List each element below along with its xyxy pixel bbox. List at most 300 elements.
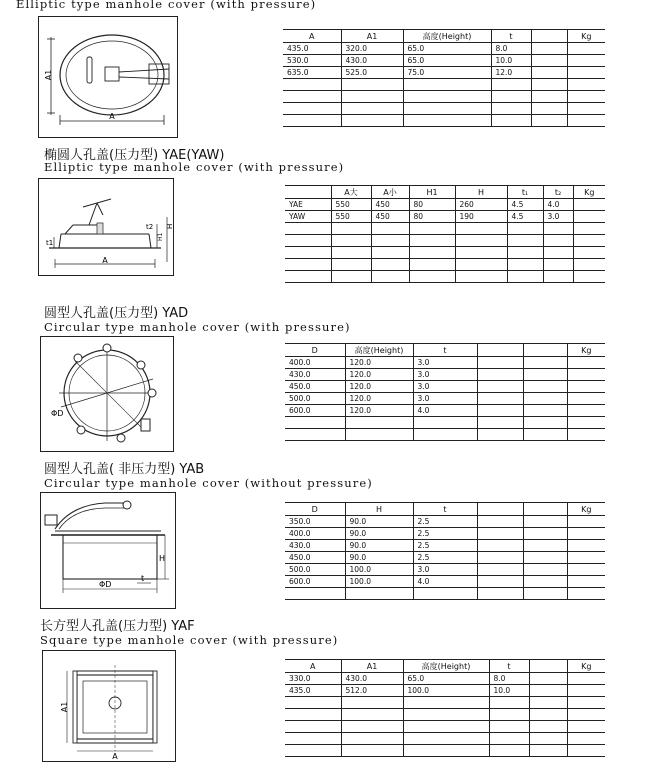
- table-cell: [523, 357, 567, 369]
- table-cell: [489, 709, 529, 721]
- section-1-table: [285, 185, 605, 283]
- table-cell: [285, 745, 341, 757]
- table-cell: 525.0: [341, 67, 403, 79]
- section-1-label-a: A: [102, 256, 108, 265]
- table-cell: [371, 271, 409, 283]
- table-cell: [529, 721, 567, 733]
- table-cell: [531, 115, 567, 127]
- table-cell: 500.0: [285, 564, 345, 576]
- table-cell: [331, 259, 371, 271]
- section-0-table: [283, 29, 605, 127]
- table-cell: [285, 247, 331, 259]
- table-cell: 3.0: [413, 564, 477, 576]
- table-cell: 90.0: [345, 528, 413, 540]
- table-cell: [285, 588, 345, 600]
- table-cell: [567, 381, 605, 393]
- table-cell: [489, 697, 529, 709]
- table-cell: 450.0: [285, 381, 345, 393]
- table-cell: [567, 429, 605, 441]
- table-cell: [371, 259, 409, 271]
- table-cell: [455, 223, 507, 235]
- table-header-cell: A小: [371, 186, 409, 199]
- table-cell: [567, 417, 605, 429]
- table-header-cell: 高度(Height): [403, 660, 489, 673]
- table-cell: [567, 564, 605, 576]
- table-cell: [413, 429, 477, 441]
- table-cell: [409, 223, 455, 235]
- table-cell: [567, 528, 605, 540]
- table-cell: [489, 733, 529, 745]
- table-cell: 120.0: [345, 369, 413, 381]
- table-cell: 4.0: [543, 199, 573, 211]
- table-cell: [523, 381, 567, 393]
- table-cell: [523, 540, 567, 552]
- table-row: [285, 588, 605, 600]
- table-cell: 100.0: [345, 564, 413, 576]
- table-cell: 435.0: [283, 43, 341, 55]
- table-cell: 600.0: [285, 576, 345, 588]
- table-cell: [285, 697, 341, 709]
- table-row: [285, 271, 605, 283]
- table-cell: 8.0: [489, 673, 529, 685]
- table-cell: [331, 235, 371, 247]
- table-row: [285, 733, 605, 745]
- table-cell: 4.5: [507, 211, 543, 223]
- table-cell: 512.0: [341, 685, 403, 697]
- table-cell: [341, 733, 403, 745]
- table-cell: [285, 235, 331, 247]
- section-1-label-t2: t2: [146, 223, 154, 231]
- table-cell: [573, 235, 605, 247]
- section-0-diagram: [38, 16, 178, 138]
- section-1-label-h1: H1: [157, 232, 164, 241]
- table-cell: [567, 43, 605, 55]
- table-cell: [345, 417, 413, 429]
- table-cell: 430.0: [285, 540, 345, 552]
- table-cell: [371, 247, 409, 259]
- table-row: [285, 211, 605, 223]
- table-header-row: [285, 186, 605, 199]
- table-row: [285, 381, 605, 393]
- table-cell: 330.0: [285, 673, 341, 685]
- table-row: [285, 223, 605, 235]
- table-cell: [567, 733, 605, 745]
- table-cell: 320.0: [341, 43, 403, 55]
- table-cell: [455, 235, 507, 247]
- table-cell: [341, 115, 403, 127]
- table-header-cell: Kg: [567, 503, 605, 516]
- table-cell: [567, 79, 605, 91]
- table-cell: [409, 247, 455, 259]
- table-header-row: [283, 30, 605, 43]
- table-header-cell: Kg: [573, 186, 605, 199]
- table-row: [285, 697, 605, 709]
- table-cell: [341, 709, 403, 721]
- table-row: [285, 417, 605, 429]
- table-cell: 120.0: [345, 357, 413, 369]
- table-cell: 100.0: [345, 576, 413, 588]
- section-4-label-a: A: [112, 752, 118, 761]
- table-cell: [477, 369, 523, 381]
- table-cell: [531, 79, 567, 91]
- table-cell: [403, 91, 491, 103]
- table-cell: [567, 721, 605, 733]
- table-row: [283, 115, 605, 127]
- table-cell: 260: [455, 199, 507, 211]
- table-header-cell: t: [413, 344, 477, 357]
- section-2-table: [285, 343, 605, 441]
- table-cell: [285, 709, 341, 721]
- table-cell: [507, 247, 543, 259]
- table-cell: [491, 91, 531, 103]
- table-header-cell: t: [491, 30, 531, 43]
- table-cell: [477, 576, 523, 588]
- section-0-label-a1: A1: [44, 69, 53, 81]
- table-cell: 450.0: [285, 552, 345, 564]
- table-cell: [567, 516, 605, 528]
- table-cell: [489, 721, 529, 733]
- table-row: [285, 685, 605, 697]
- table-cell: [529, 697, 567, 709]
- table-cell: [531, 91, 567, 103]
- table-cell: 8.0: [491, 43, 531, 55]
- table-cell: 80: [409, 199, 455, 211]
- table-header-cell: t: [413, 503, 477, 516]
- table-cell: [285, 417, 345, 429]
- table-header-cell: [477, 503, 523, 516]
- section-3-diagram: [40, 492, 176, 609]
- table-header-cell: 高度(Height): [403, 30, 491, 43]
- table-cell: [413, 417, 477, 429]
- table-cell: 10.0: [491, 55, 531, 67]
- table-row: [285, 576, 605, 588]
- table-cell: 75.0: [403, 67, 491, 79]
- table-cell: [573, 211, 605, 223]
- section-2-label-diameter: ΦD: [51, 409, 64, 418]
- table-cell: [567, 697, 605, 709]
- table-cell: [409, 259, 455, 271]
- table-cell: [523, 516, 567, 528]
- table-row: [283, 79, 605, 91]
- table-cell: [341, 103, 403, 115]
- table-row: [285, 564, 605, 576]
- table-cell: 3.0: [413, 357, 477, 369]
- table-cell: [341, 721, 403, 733]
- table-cell: [455, 247, 507, 259]
- table-header-cell: H: [455, 186, 507, 199]
- table-cell: [403, 115, 491, 127]
- table-cell: [523, 528, 567, 540]
- section-3-label-h: H: [159, 554, 166, 563]
- table-header-cell: H1: [409, 186, 455, 199]
- table-header-cell: t: [489, 660, 529, 673]
- table-cell: 10.0: [489, 685, 529, 697]
- table-cell: [477, 588, 523, 600]
- table-header-cell: Kg: [567, 660, 605, 673]
- table-row: [285, 357, 605, 369]
- table-cell: [523, 405, 567, 417]
- table-cell: [531, 103, 567, 115]
- table-row: [285, 673, 605, 685]
- table-cell: [567, 709, 605, 721]
- table-row: [285, 405, 605, 417]
- table-cell: [573, 259, 605, 271]
- table-header-cell: 高度(Height): [345, 344, 413, 357]
- table-cell: [531, 67, 567, 79]
- table-header-cell: [531, 30, 567, 43]
- table-header-cell: [477, 344, 523, 357]
- table-cell: [477, 540, 523, 552]
- table-cell: [285, 429, 345, 441]
- table-cell: [567, 405, 605, 417]
- table-cell: [403, 721, 489, 733]
- table-header-cell: Kg: [567, 30, 605, 43]
- table-cell: 3.0: [413, 393, 477, 405]
- table-row: [285, 528, 605, 540]
- section-4-table: [285, 659, 605, 757]
- table-row: [285, 199, 605, 211]
- table-header-cell: [523, 503, 567, 516]
- table-cell: YAW: [285, 211, 331, 223]
- table-cell: 80: [409, 211, 455, 223]
- table-cell: 65.0: [403, 673, 489, 685]
- table-cell: 65.0: [403, 43, 491, 55]
- table-cell: 550: [331, 199, 371, 211]
- table-cell: [409, 271, 455, 283]
- table-row: [283, 103, 605, 115]
- table-header-cell: [529, 660, 567, 673]
- table-cell: [477, 417, 523, 429]
- table-cell: [567, 576, 605, 588]
- table-cell: [285, 271, 331, 283]
- table-cell: [567, 393, 605, 405]
- table-cell: [567, 103, 605, 115]
- table-cell: [543, 247, 573, 259]
- table-cell: [409, 235, 455, 247]
- table-cell: [529, 709, 567, 721]
- table-cell: [531, 55, 567, 67]
- table-cell: 4.5: [507, 199, 543, 211]
- table-header-cell: H: [345, 503, 413, 516]
- table-cell: [455, 259, 507, 271]
- table-cell: 4.0: [413, 576, 477, 588]
- table-cell: [477, 528, 523, 540]
- table-cell: [573, 223, 605, 235]
- table-cell: [523, 369, 567, 381]
- table-row: [285, 540, 605, 552]
- section-1-subtitle: Elliptic type manhole cover (with pressure): [44, 160, 345, 174]
- table-cell: [529, 685, 567, 697]
- table-cell: [477, 381, 523, 393]
- table-cell: [573, 271, 605, 283]
- table-cell: [529, 733, 567, 745]
- table-cell: [331, 223, 371, 235]
- section-4-title: 长方型人孔盖(压力型) YAF: [40, 619, 195, 634]
- table-cell: [403, 709, 489, 721]
- table-row: [285, 393, 605, 405]
- table-cell: [455, 271, 507, 283]
- table-row: [283, 91, 605, 103]
- table-cell: [523, 564, 567, 576]
- table-cell: [477, 393, 523, 405]
- table-cell: [567, 588, 605, 600]
- table-cell: [341, 79, 403, 91]
- table-cell: [573, 247, 605, 259]
- table-cell: [567, 91, 605, 103]
- table-cell: [507, 259, 543, 271]
- table-cell: 120.0: [345, 381, 413, 393]
- section-3-title: 圆型人孔盖( 非压力型) YAB: [44, 462, 205, 477]
- table-cell: [507, 223, 543, 235]
- table-cell: 450: [371, 211, 409, 223]
- section-0-label-a: A: [109, 112, 115, 121]
- table-cell: [403, 697, 489, 709]
- table-cell: [477, 552, 523, 564]
- table-cell: [523, 417, 567, 429]
- table-header-cell: D: [285, 503, 345, 516]
- table-row: [285, 369, 605, 381]
- table-cell: [283, 103, 341, 115]
- table-cell: 400.0: [285, 528, 345, 540]
- table-header-cell: A: [283, 30, 341, 43]
- table-cell: [523, 552, 567, 564]
- section-3-label-diameter: ΦD: [99, 580, 112, 589]
- section-1-diagram: [38, 178, 174, 276]
- table-cell: [345, 429, 413, 441]
- table-cell: 120.0: [345, 393, 413, 405]
- table-cell: 350.0: [285, 516, 345, 528]
- table-cell: 430.0: [341, 673, 403, 685]
- table-header-row: [285, 660, 605, 673]
- table-cell: [413, 588, 477, 600]
- table-cell: 430.0: [285, 369, 345, 381]
- table-row: [285, 259, 605, 271]
- table-cell: YAE: [285, 199, 331, 211]
- table-header-cell: [523, 344, 567, 357]
- table-cell: [341, 91, 403, 103]
- table-cell: [567, 357, 605, 369]
- table-header-cell: A: [285, 660, 341, 673]
- table-header-row: [285, 344, 605, 357]
- table-row: [283, 67, 605, 79]
- table-cell: [403, 103, 491, 115]
- section-4-diagram: [42, 650, 176, 762]
- table-cell: 65.0: [403, 55, 491, 67]
- table-cell: [567, 552, 605, 564]
- table-cell: [283, 79, 341, 91]
- table-cell: [523, 588, 567, 600]
- section-3-subtitle: Circular type manhole cover (without pressure): [44, 476, 373, 490]
- table-cell: 400.0: [285, 357, 345, 369]
- table-cell: [543, 271, 573, 283]
- table-cell: [491, 79, 531, 91]
- table-header-cell: t₂: [543, 186, 573, 199]
- section-1-label-t1: t1: [46, 239, 54, 247]
- table-row: [285, 552, 605, 564]
- table-cell: [491, 103, 531, 115]
- section-2-title: 圆型人孔盖(压力型) YAD: [44, 306, 189, 321]
- table-cell: 500.0: [285, 393, 345, 405]
- section-4-label-a1: A1: [60, 701, 69, 713]
- table-cell: 3.0: [413, 369, 477, 381]
- table-header-cell: A1: [341, 660, 403, 673]
- table-cell: [283, 91, 341, 103]
- table-cell: [567, 115, 605, 127]
- table-cell: [371, 223, 409, 235]
- table-cell: [345, 588, 413, 600]
- table-cell: [531, 43, 567, 55]
- table-cell: 3.0: [413, 381, 477, 393]
- section-0-subtitle: Elliptic type manhole cover (with pressure): [16, 0, 317, 11]
- table-cell: 2.5: [413, 552, 477, 564]
- table-header-cell: D: [285, 344, 345, 357]
- table-header-cell: Kg: [567, 344, 605, 357]
- table-cell: [371, 235, 409, 247]
- table-cell: [341, 745, 403, 757]
- table-cell: [567, 673, 605, 685]
- table-row: [285, 709, 605, 721]
- table-cell: 550: [331, 211, 371, 223]
- table-cell: [507, 271, 543, 283]
- table-cell: [341, 697, 403, 709]
- table-row: [285, 516, 605, 528]
- table-cell: [285, 733, 341, 745]
- table-cell: 450: [371, 199, 409, 211]
- table-header-cell: A1: [341, 30, 403, 43]
- table-cell: [543, 235, 573, 247]
- table-cell: 530.0: [283, 55, 341, 67]
- table-cell: [491, 115, 531, 127]
- table-row: [285, 247, 605, 259]
- table-row: [285, 745, 605, 757]
- table-cell: [567, 67, 605, 79]
- table-row: [285, 235, 605, 247]
- table-cell: 2.5: [413, 540, 477, 552]
- table-cell: [285, 721, 341, 733]
- section-3-table: [285, 502, 605, 600]
- section-3-label-t: t: [141, 574, 145, 583]
- table-cell: 90.0: [345, 552, 413, 564]
- table-cell: 635.0: [283, 67, 341, 79]
- table-header-row: [285, 503, 605, 516]
- table-cell: [507, 235, 543, 247]
- table-cell: [523, 393, 567, 405]
- table-cell: [573, 199, 605, 211]
- table-row: [285, 429, 605, 441]
- table-cell: [543, 223, 573, 235]
- table-row: [285, 721, 605, 733]
- table-cell: [567, 540, 605, 552]
- table-cell: [477, 405, 523, 417]
- table-cell: 90.0: [345, 540, 413, 552]
- table-cell: 430.0: [341, 55, 403, 67]
- table-cell: [567, 685, 605, 697]
- table-header-cell: t₁: [507, 186, 543, 199]
- table-cell: [285, 259, 331, 271]
- table-cell: 12.0: [491, 67, 531, 79]
- table-cell: 2.5: [413, 516, 477, 528]
- table-header-cell: [285, 186, 331, 199]
- table-cell: [403, 745, 489, 757]
- section-1-label-h: H: [166, 223, 174, 229]
- table-cell: [529, 745, 567, 757]
- table-cell: [331, 271, 371, 283]
- table-cell: 4.0: [413, 405, 477, 417]
- table-cell: [403, 79, 491, 91]
- table-cell: [567, 745, 605, 757]
- section-2-subtitle: Circular type manhole cover (with pressure): [44, 320, 351, 334]
- table-cell: [567, 369, 605, 381]
